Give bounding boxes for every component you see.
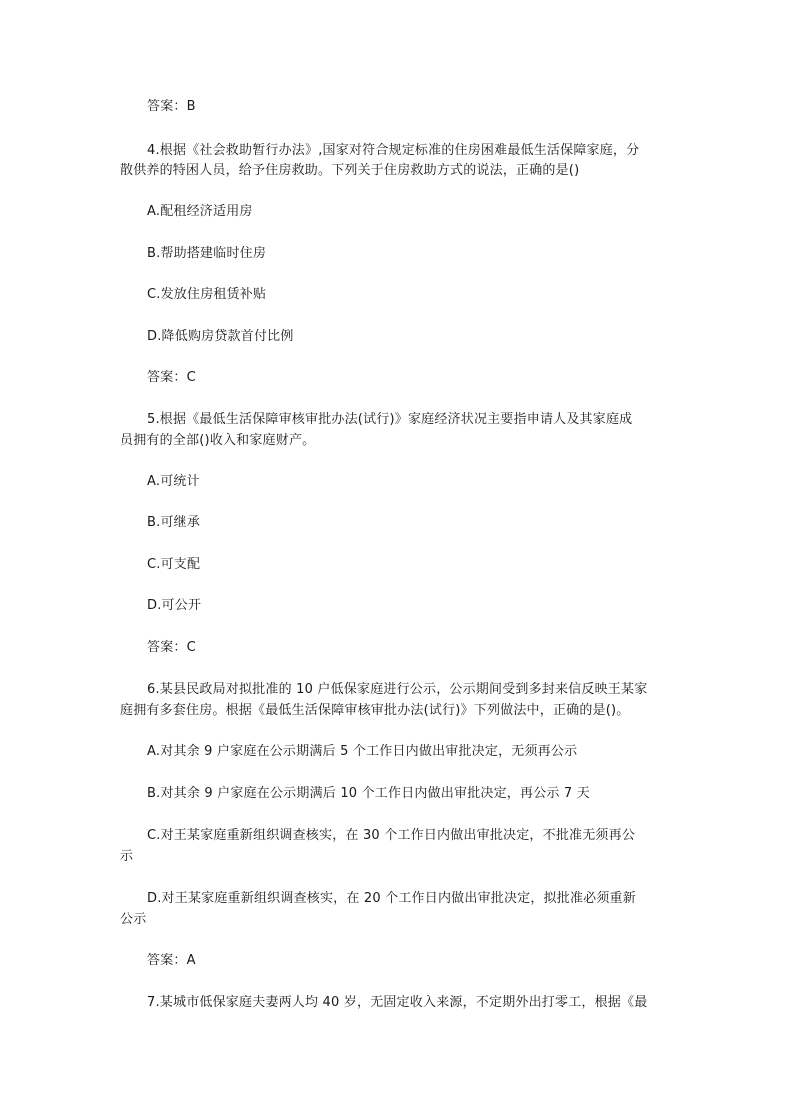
answer-line-q6: 答案：A bbox=[147, 953, 196, 968]
question-5-option-d: D.可公开 bbox=[147, 598, 202, 613]
answer-line-q5: 答案：C bbox=[147, 640, 196, 655]
question-6-option-c-line-1: C.对王某家庭重新组织调查核实，在 30 个工作日内做出审批决定，不批准无须再公 bbox=[147, 828, 636, 843]
answer-line-q3: 答案：B bbox=[147, 99, 196, 114]
question-5-option-c: C.可支配 bbox=[147, 557, 201, 572]
question-6-option-d-line-2: 公示 bbox=[120, 912, 147, 927]
question-4-line-1: 4.根据《社会救助暂行办法》,国家对符合规定标准的住房困难最低生活保障家庭，分 bbox=[147, 143, 640, 158]
question-6-line-1: 6.某县民政局对拟批准的 10 户低保家庭进行公示，公示期间受到多封来信反映王某家 bbox=[147, 682, 648, 697]
question-4-line-2: 散供养的特困人员，给予住房救助。下列关于住房救助方式的说法，正确的是() bbox=[120, 163, 580, 178]
question-5-line-2: 员拥有的全部()收入和家庭财产。 bbox=[120, 433, 316, 448]
question-4-option-b: B.帮助搭建临时住房 bbox=[147, 246, 267, 261]
question-5-option-a: A.可统计 bbox=[147, 474, 200, 489]
question-4-option-c: C.发放住房租赁补贴 bbox=[147, 287, 267, 302]
question-6-line-2: 庭拥有多套住房。根据《最低生活保障审核审批办法(试行)》下列做法中，正确的是()。 bbox=[120, 703, 630, 718]
question-5-line-1: 5.根据《最低生活保障审核审批办法(试行)》家庭经济状况主要指申请人及其家庭成 bbox=[147, 412, 633, 427]
question-6-option-b: B.对其余 9 户家庭在公示期满后 10 个工作日内做出审批决定，再公示 7 天 bbox=[147, 786, 590, 801]
question-4-option-d: D.降低购房贷款首付比例 bbox=[147, 329, 294, 344]
question-4-option-a: A.配租经济适用房 bbox=[147, 204, 253, 219]
question-6-option-c-line-2: 示 bbox=[120, 849, 134, 864]
answer-line-q4: 答案：C bbox=[147, 370, 196, 385]
question-6-option-d-line-1: D.对王某家庭重新组织调查核实，在 20 个工作日内做出审批决定，拟批准必须重新 bbox=[147, 891, 636, 906]
question-6-option-a: A.对其余 9 户家庭在公示期满后 5 个工作日内做出审批决定，无须再公示 bbox=[147, 744, 578, 759]
question-5-option-b: B.可继承 bbox=[147, 515, 201, 530]
question-7-line-1: 7.某城市低保家庭夫妻两人均 40 岁，无固定收入来源，不定期外出打零工，根据《最 bbox=[147, 995, 648, 1010]
